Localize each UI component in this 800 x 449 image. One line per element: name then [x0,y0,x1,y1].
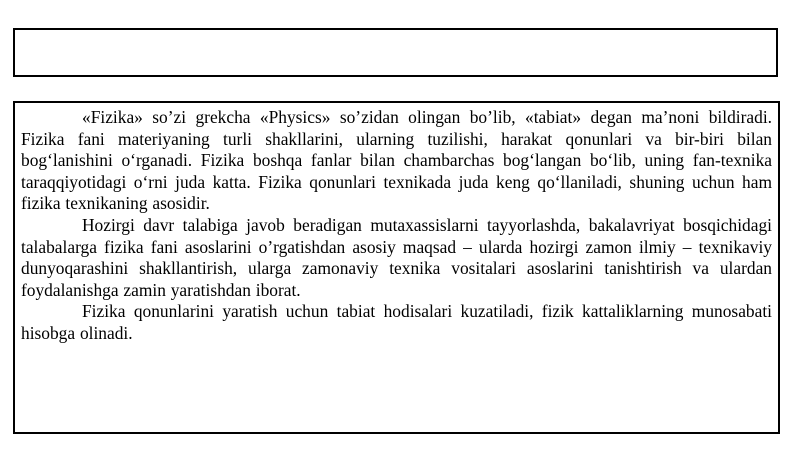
paragraph-3: Fizika qonunlarini yaratish uchun tabiat hodisalari kuzatiladi, fizik kattaliklarning munosabati hisobga olinadi. [21,301,772,343]
title-box [13,28,778,77]
paragraph-1: «Fizika» so’zi grekcha «Physics» so’zidan olingan bo’lib, «tabiat» degan ma’noni bildiradi. Fizika fani materiyaning turli shakllarini, ularning tuzilishi, harakat qonunlari va bir-biri bilan bog‘lanishini o‘rganadi. Fizika boshqa fanlar bilan chambarchas bog‘langan bo‘lib, uning fan-texnika taraqqiyotidagi o‘rni juda katta. Fizika qonunlari texnikada juda keng qo‘llaniladi, shuning uchun ham fizika texnikaning asosidir. [21,107,772,214]
paragraph-2: Hozirgi davr talabiga javob beradigan mutaxassislarni tayyorlashda, bakalavriyat bosqichidagi talabalarga fizika fani asoslarini o’rgatishdan asosiy maqsad – ularda hozirgi zamon ilmiy – texnikaviy dunyoqarashini shakllantirish, ularga zamonaviy texnika vositalari asoslarini tanishtirish va ulardan foydalanishga zamin yaratishdan iborat. [21,214,772,300]
content-box [13,101,780,434]
